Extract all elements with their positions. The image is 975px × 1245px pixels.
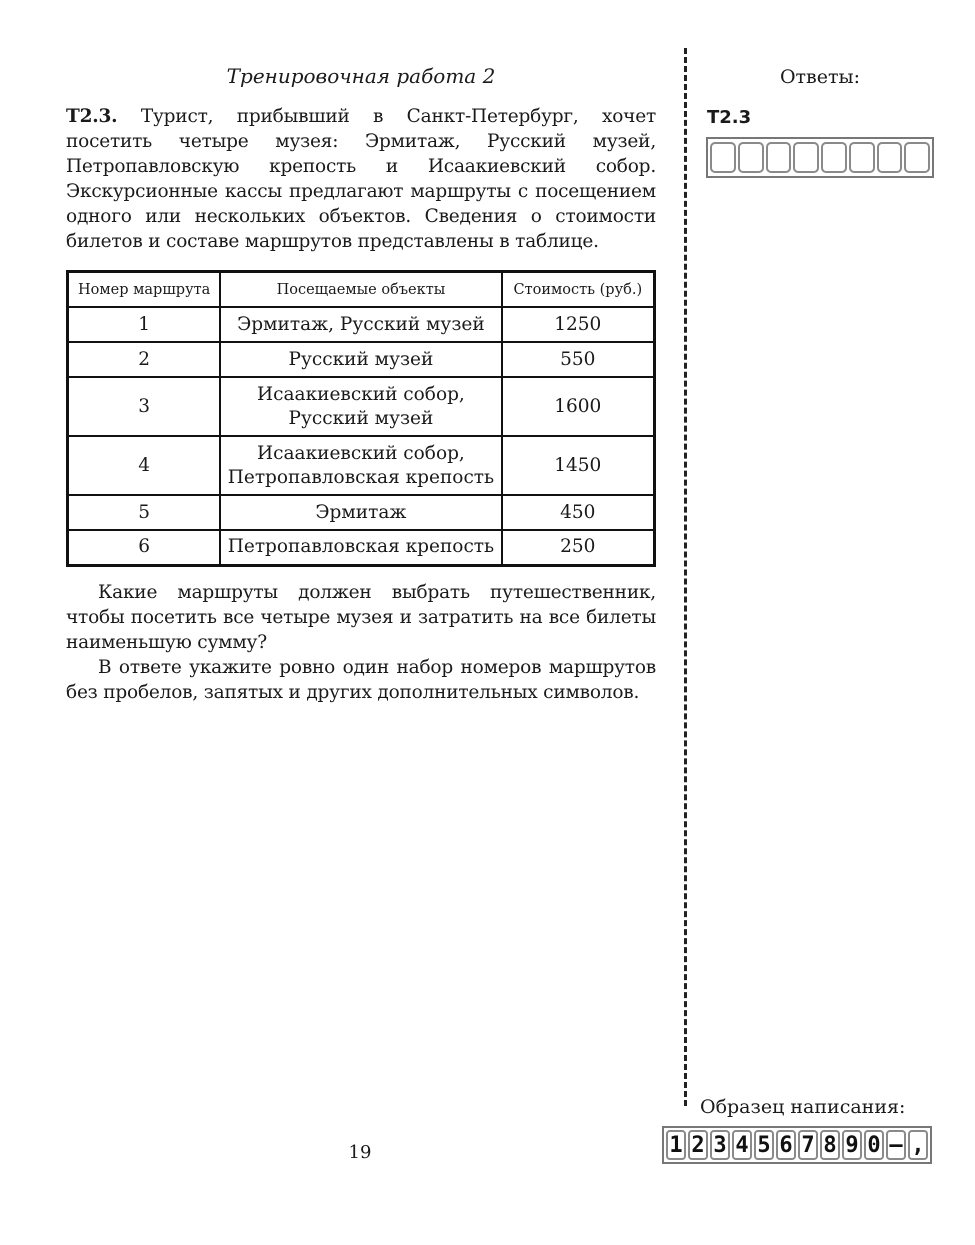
answer-cell[interactable] xyxy=(738,142,764,173)
route-object-line: Петропавловская крепость xyxy=(227,466,495,488)
table-row xyxy=(68,342,655,377)
route-objects-cell xyxy=(220,342,501,377)
route-objects-cell xyxy=(220,377,501,436)
route-cost-cell: 1600 xyxy=(502,377,655,436)
route-object-line: Русский музей xyxy=(288,407,434,429)
route-number-cell: 3 xyxy=(68,377,221,436)
route-number-cell: 2 xyxy=(68,342,221,377)
answer-cell[interactable] xyxy=(904,142,930,173)
sample-char-cell: 9 xyxy=(842,1130,862,1160)
header-objects: Посещаемые объекты xyxy=(220,272,501,308)
route-objects-cell xyxy=(220,436,501,495)
answer-task-code: Т2.3 xyxy=(707,107,752,128)
task-text: Турист, прибывший в Санкт-Петербург, хочет посетить четыре музея: Эрмитаж, Русский музей, Петропавловскую крепость и Исаакиевский собор. Экскурсионные кассы предлагают маршруты с посещением одного или нескольких объектов. Сведения о стоимости билетов и составе маршрутов представлены в таблице. xyxy=(66,106,656,252)
table-body xyxy=(68,307,655,565)
route-cost-cell: 1250 xyxy=(502,307,655,342)
table-row xyxy=(68,530,655,565)
route-object-line: Исаакиевский собор, xyxy=(257,442,465,464)
table-row xyxy=(68,495,655,530)
sample-char-cell: – xyxy=(886,1130,906,1160)
question-paragraph: Какие маршруты должен выбрать путешественник, чтобы посетить все четыре музея и затратить на все билеты наименьшую сумму? xyxy=(66,582,656,653)
table-header-row xyxy=(68,272,655,308)
question xyxy=(66,580,656,705)
table-row xyxy=(68,436,655,495)
sample-label: Образец написания: xyxy=(700,1096,906,1118)
route-objects-cell xyxy=(220,495,501,530)
answer-cell[interactable] xyxy=(821,142,847,173)
instruction-paragraph: В ответе укажите ровно один набор номеров маршрутов без пробелов, запятых и других дополнительных символов. xyxy=(66,657,656,703)
answer-cell[interactable] xyxy=(710,142,736,173)
sample-char-cell: 0 xyxy=(864,1130,884,1160)
routes-table xyxy=(66,270,656,567)
answer-input-boxes[interactable] xyxy=(706,137,934,178)
task-code: Т2.3. xyxy=(66,106,118,127)
sample-char-cell: 2 xyxy=(688,1130,708,1160)
table-row xyxy=(68,377,655,436)
sample-char-cell: 3 xyxy=(710,1130,730,1160)
sample-char-cell: 5 xyxy=(754,1130,774,1160)
answer-cell[interactable] xyxy=(793,142,819,173)
route-cost-cell: 250 xyxy=(502,530,655,565)
route-cost-cell: 550 xyxy=(502,342,655,377)
sample-char-cell: 1 xyxy=(666,1130,686,1160)
task-statement xyxy=(66,104,656,254)
route-object-line: Петропавловская крепость xyxy=(227,536,495,558)
running-header: Тренировочная работа 2 xyxy=(226,64,496,88)
sample-writing-strip xyxy=(662,1126,932,1164)
route-objects-cell xyxy=(220,530,501,565)
answer-cell[interactable] xyxy=(766,142,792,173)
route-cost-cell: 450 xyxy=(502,495,655,530)
answer-cell[interactable] xyxy=(849,142,875,173)
header-cost: Стоимость (руб.) xyxy=(502,272,655,308)
answer-cell[interactable] xyxy=(877,142,903,173)
route-cost-cell: 1450 xyxy=(502,436,655,495)
answers-title: Ответы: xyxy=(779,66,861,88)
route-object-line: Исаакиевский собор, xyxy=(257,383,465,405)
table-row xyxy=(68,307,655,342)
sample-char-cell: 4 xyxy=(732,1130,752,1160)
sample-char-cell: 8 xyxy=(820,1130,840,1160)
page-number: 19 xyxy=(348,1142,372,1163)
header-route-number: Номер маршрута xyxy=(68,272,221,308)
sample-char-cell: 7 xyxy=(798,1130,818,1160)
route-object-line: Эрмитаж, Русский музей xyxy=(237,313,485,335)
sample-char-cell: 6 xyxy=(776,1130,796,1160)
route-number-cell: 6 xyxy=(68,530,221,565)
route-objects-cell xyxy=(220,307,501,342)
route-object-line: Русский музей xyxy=(288,348,434,370)
route-number-cell: 4 xyxy=(68,436,221,495)
route-number-cell: 5 xyxy=(68,495,221,530)
sample-char-cell: , xyxy=(908,1130,928,1160)
dashed-divider xyxy=(684,48,687,1106)
route-number-cell: 1 xyxy=(68,307,221,342)
route-object-line: Эрмитаж xyxy=(315,501,407,523)
